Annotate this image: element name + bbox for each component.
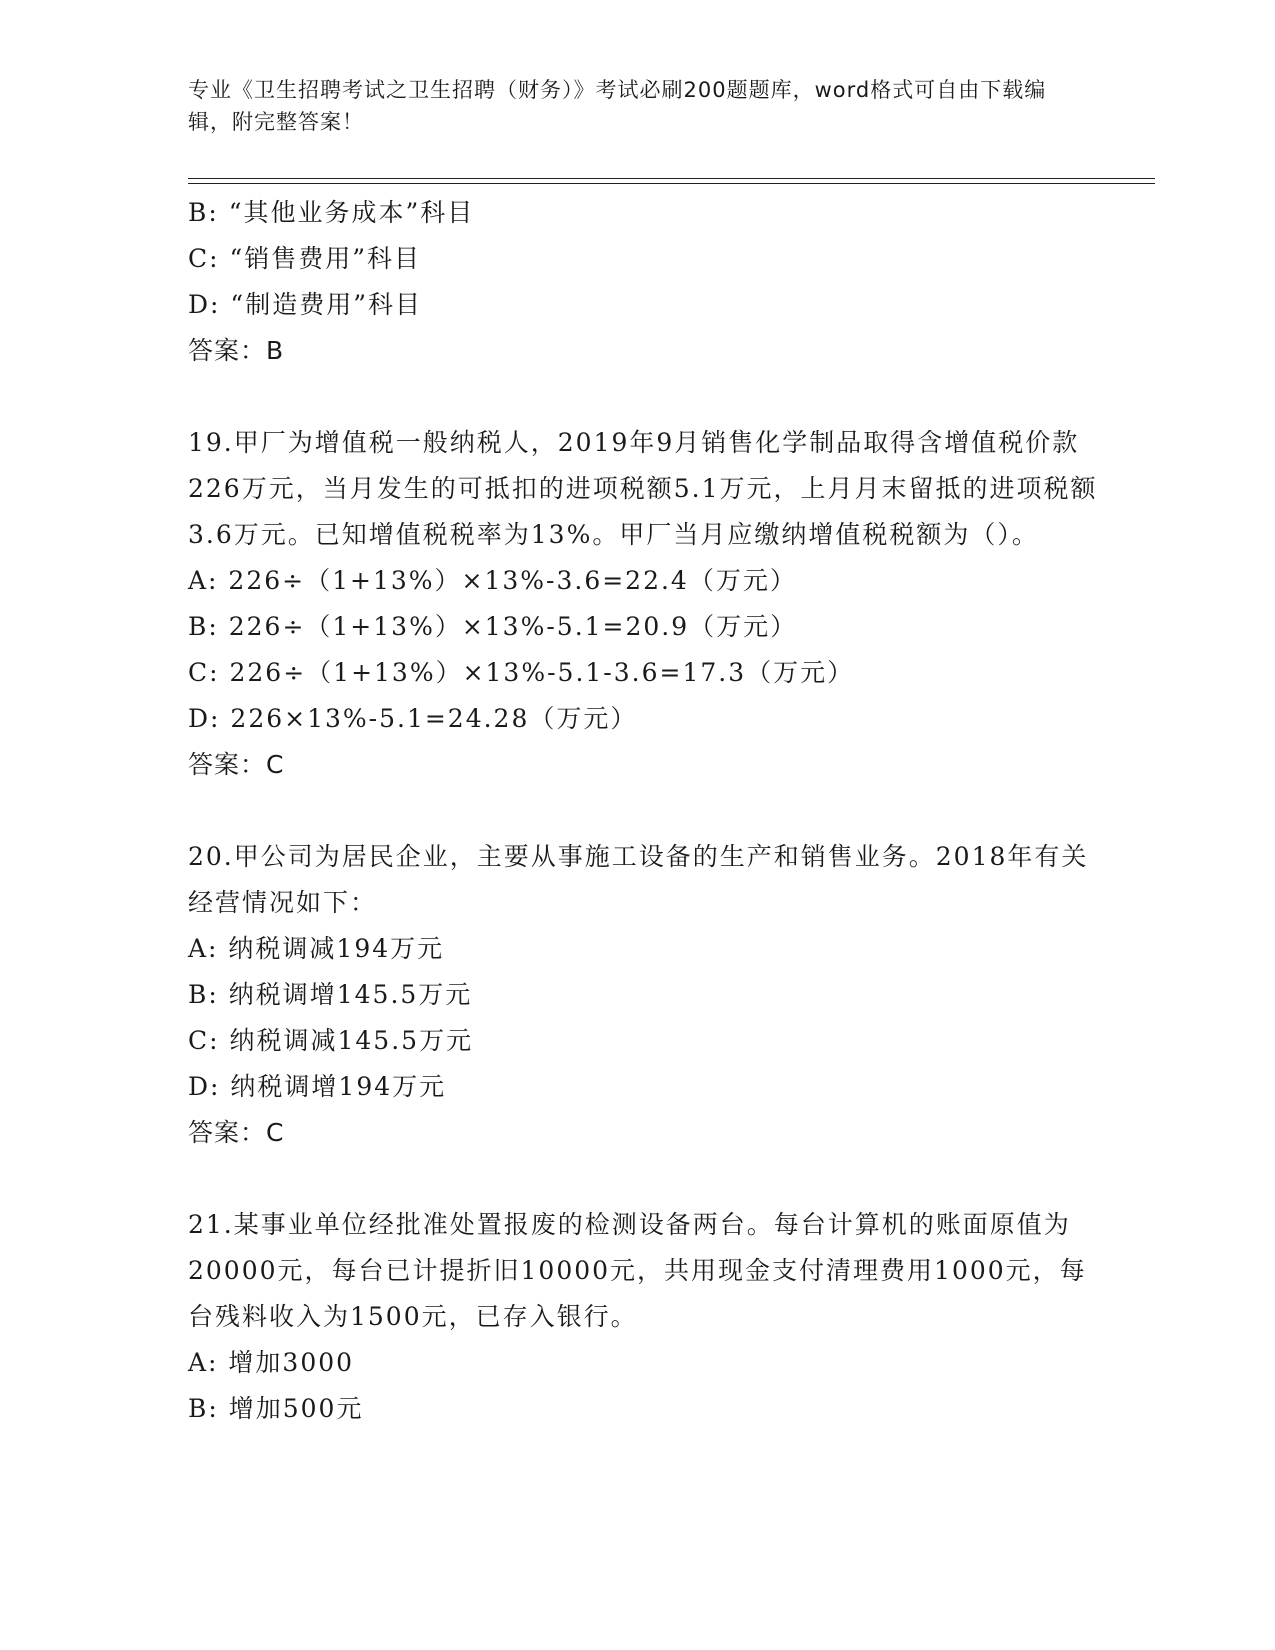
option-b: B: 226÷（1+13%）×13%-5.1=20.9（万元）	[188, 612, 798, 641]
question-stem: 19.甲厂为增值税一般纳税人，2019年9月销售化学制品取得含增值税价款226万元，当月发生的可抵扣的进项税额5.1万元，上月月末留抵的进项税额3.6万元。已知增值税税率为13%。甲厂当月应缴纳增值税税额为（）。	[188, 428, 1098, 549]
option-b: B: 增加500元	[188, 1394, 364, 1423]
spacer	[188, 1156, 1098, 1202]
option-a: A: 纳税调减194万元	[188, 934, 445, 963]
question-stem: 21.某事业单位经批准处置报废的检测设备两台。每台计算机的账面原值为20000元，每台已计提折旧10000元，共用现金支付清理费用1000元，每台残料收入为1500元，已存入银行。	[188, 1210, 1087, 1331]
document-body	[188, 190, 1098, 1432]
option-c: C: “销售费用”科目	[188, 244, 422, 273]
spacer	[188, 788, 1098, 834]
answer-line: 答案：C	[188, 750, 285, 779]
question-18-tail	[188, 190, 1098, 374]
spacer	[188, 374, 1098, 420]
answer-line: 答案：B	[188, 336, 285, 365]
header-rule-bottom	[188, 183, 1155, 184]
option-d: D: 226×13%-5.1=24.28（万元）	[188, 704, 638, 733]
option-d: D: “制造费用”科目	[188, 290, 422, 319]
option-b: B: 纳税调增145.5万元	[188, 980, 473, 1009]
question-20	[188, 834, 1098, 1156]
question-stem: 20.甲公司为居民企业，主要从事施工设备的生产和销售业务。2018年有关经营情况如下：	[188, 842, 1089, 917]
option-c: C: 226÷（1+13%）×13%-5.1-3.6=17.3（万元）	[188, 658, 855, 687]
option-a: A: 226÷（1+13%）×13%-3.6=22.4（万元）	[188, 566, 797, 595]
option-b: B: “其他业务成本”科目	[188, 198, 475, 227]
question-19	[188, 420, 1098, 788]
question-21	[188, 1202, 1098, 1432]
answer-line: 答案：C	[188, 1118, 285, 1147]
header-rule-top	[188, 178, 1155, 179]
document-header: 专业《卫生招聘考试之卫生招聘（财务）》考试必刷200题题库，word格式可自由下载编辑，附完整答案！	[188, 78, 1047, 134]
option-c: C: 纳税调减145.5万元	[188, 1026, 474, 1055]
option-a: A: 增加3000	[188, 1348, 355, 1377]
option-d: D: 纳税调增194万元	[188, 1072, 447, 1101]
